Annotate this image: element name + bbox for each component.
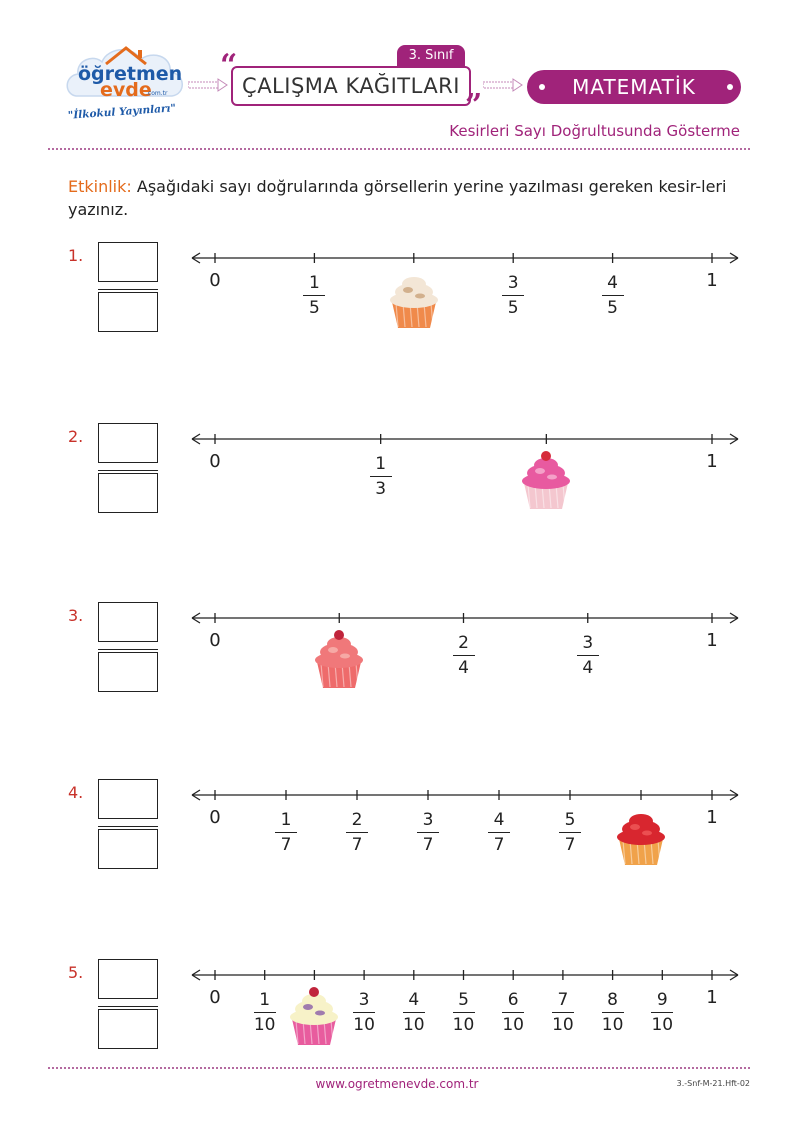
page-title: ÇALIŞMA KAĞITLARI [242, 74, 460, 98]
fraction-numerator: 5 [458, 990, 469, 1010]
fraction-denominator: 10 [502, 1015, 524, 1035]
fraction-line [602, 295, 624, 296]
fraction-denominator: 5 [607, 298, 618, 318]
logo-tagline: "İlkokul Yayınları" [67, 102, 177, 122]
fraction-denominator: 5 [507, 298, 519, 318]
fraction-label [593, 272, 633, 319]
numerator-input[interactable] [98, 423, 158, 463]
fraction-label [493, 989, 533, 1036]
number-line [190, 608, 740, 628]
logo-line1: öğretmen [78, 63, 183, 85]
fraction-numerator: 3 [422, 810, 434, 830]
fraction-line [502, 1012, 524, 1013]
fraction-denominator: 4 [582, 658, 594, 678]
fraction-line [602, 1012, 624, 1013]
fraction-denominator: 10 [601, 1015, 624, 1035]
fraction-denominator: 4 [458, 658, 469, 678]
fraction-line [254, 1012, 276, 1013]
fraction-label [337, 809, 377, 856]
tick-label-end: 1 [706, 270, 718, 291]
numerator-input[interactable] [98, 602, 158, 642]
fraction-label [361, 453, 401, 500]
fraction-numerator: 7 [557, 990, 569, 1010]
denominator-input[interactable] [98, 1009, 158, 1049]
quote-open-icon: “ [220, 48, 238, 83]
quote-close-icon: ” [465, 88, 483, 123]
question-number: 2. [68, 427, 84, 446]
fraction-label [394, 989, 434, 1036]
fraction-numerator: 5 [564, 810, 576, 830]
instruction [68, 175, 728, 221]
cupcake-placeholder [286, 983, 342, 1047]
fraction-numerator: 4 [408, 990, 420, 1010]
fraction-denominator: 10 [353, 1015, 375, 1035]
footer-code: 3.-Snf-M-21.Hft-02 [676, 1079, 750, 1088]
fraction-numerator: 8 [607, 990, 618, 1010]
fraction-label [479, 809, 519, 856]
fraction-bar [98, 1006, 158, 1007]
red-cupcake-icon [613, 803, 669, 867]
fraction-denominator: 10 [253, 1015, 276, 1035]
fraction-label [444, 989, 484, 1036]
fraction-bar [98, 826, 158, 827]
fraction-numerator: 1 [375, 454, 387, 474]
divider [48, 1067, 750, 1069]
fraction-denominator: 7 [493, 835, 505, 855]
number-line [190, 429, 740, 449]
fraction-denominator: 7 [564, 835, 576, 855]
fraction-numerator: 2 [351, 810, 363, 830]
fraction-line [488, 832, 510, 833]
fraction-label [245, 989, 285, 1036]
numerator-input[interactable] [98, 242, 158, 282]
fraction-numerator: 2 [458, 633, 469, 653]
logo-domain: .com.tr [146, 90, 168, 97]
grade-badge: 3. Sınıf [397, 45, 465, 67]
fraction-numerator: 1 [280, 810, 292, 830]
instruction-text: Aşağıdaki sayı doğrularında görsellerin yerine yazılması gereken kesir-leri yazınız. [68, 177, 727, 219]
number-line [190, 248, 740, 268]
fraction-label [550, 809, 590, 856]
number-line [190, 965, 740, 985]
fruit-cupcake-icon [286, 983, 342, 1047]
fraction-label [266, 809, 306, 856]
tick-label-end: 1 [706, 630, 718, 651]
fraction-line [651, 1012, 673, 1013]
instruction-label: Etkinlik: [68, 177, 132, 196]
fraction-line [453, 655, 475, 656]
fraction-denominator: 3 [375, 479, 387, 499]
denominator-input[interactable] [98, 473, 158, 513]
cupcake-placeholder [613, 803, 669, 867]
fraction-label [444, 632, 484, 679]
fraction-numerator: 3 [507, 273, 519, 293]
question-number: 3. [68, 606, 84, 625]
denominator-input[interactable] [98, 292, 158, 332]
fraction-numerator: 3 [358, 990, 370, 1010]
fraction-line [303, 295, 325, 296]
tick-label-start: 0 [209, 270, 221, 291]
question-number: 5. [68, 963, 84, 982]
cupcake-placeholder [311, 626, 367, 690]
fraction-line [370, 476, 392, 477]
fraction-line [559, 832, 581, 833]
berry-cupcake-icon [311, 626, 367, 690]
fraction-bar [98, 470, 158, 471]
fraction-numerator: 1 [308, 273, 320, 293]
tick-label-end: 1 [706, 451, 718, 472]
fraction-line [453, 1012, 475, 1013]
fraction-label [593, 989, 633, 1036]
fraction-line [417, 832, 439, 833]
fraction-label [642, 989, 682, 1036]
tick-label-start: 0 [209, 630, 221, 651]
fraction-line [275, 832, 297, 833]
arrow-right-icon [483, 78, 523, 92]
fraction-denominator: 10 [651, 1015, 674, 1035]
denominator-input[interactable] [98, 652, 158, 692]
fraction-numerator: 1 [259, 990, 271, 1010]
fraction-label [568, 632, 608, 679]
fraction-numerator: 4 [607, 273, 618, 293]
subject-label: MATEMATİK [572, 75, 696, 99]
fraction-numerator: 9 [656, 990, 668, 1010]
tick-label-end: 1 [706, 987, 718, 1008]
tick-label-start: 0 [209, 451, 221, 472]
footer-url[interactable]: www.ogretmenevde.com.tr [315, 1077, 479, 1091]
fraction-numerator: 6 [507, 990, 519, 1010]
fraction-label [493, 272, 533, 319]
fraction-line [577, 655, 599, 656]
logo [62, 38, 190, 130]
numerator-input[interactable] [98, 959, 158, 999]
tick-label-end: 1 [706, 807, 718, 828]
denominator-input[interactable] [98, 829, 158, 869]
tick-label-start: 0 [209, 987, 221, 1008]
fraction-line [353, 1012, 375, 1013]
fraction-denominator: 10 [402, 1015, 425, 1035]
numerator-input[interactable] [98, 779, 158, 819]
logo-line2: evde [100, 79, 152, 101]
fraction-line [552, 1012, 574, 1013]
number-line [190, 785, 740, 805]
fraction-denominator: 10 [452, 1015, 475, 1035]
fraction-label [543, 989, 583, 1036]
divider [48, 148, 750, 150]
cream-cupcake-icon [386, 266, 442, 330]
fraction-denominator: 7 [422, 835, 434, 855]
cupcake-placeholder [518, 447, 574, 511]
fraction-bar [98, 289, 158, 290]
fraction-denominator: 7 [351, 835, 363, 855]
cupcake-placeholder [386, 266, 442, 330]
fraction-denominator: 10 [552, 1015, 574, 1035]
fraction-numerator: 3 [582, 633, 594, 653]
question-number: 4. [68, 783, 84, 802]
tick-label-start: 0 [209, 807, 221, 828]
pink-cupcake-icon [518, 447, 574, 511]
fraction-bar [98, 649, 158, 650]
fraction-line [502, 295, 524, 296]
fraction-label [294, 272, 334, 319]
question-number: 1. [68, 246, 84, 265]
fraction-denominator: 5 [308, 298, 320, 318]
fraction-label [408, 809, 448, 856]
fraction-denominator: 7 [280, 835, 292, 855]
fraction-numerator: 4 [493, 810, 505, 830]
fraction-line [346, 832, 368, 833]
fraction-label [344, 989, 384, 1036]
topic-title: Kesirleri Sayı Doğrultusunda Gösterme [449, 122, 740, 140]
fraction-line [403, 1012, 425, 1013]
